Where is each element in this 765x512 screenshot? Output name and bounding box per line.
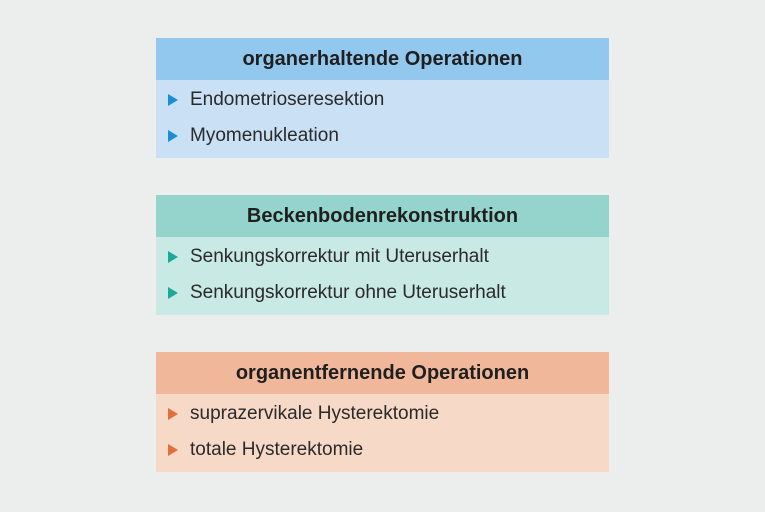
triangle-bullet-icon: [168, 251, 178, 263]
panel-list: [156, 394, 609, 472]
list-item: [156, 239, 609, 275]
panel-title: organentfernende Operationen: [156, 352, 609, 394]
panel-list: [156, 80, 609, 158]
list-item-label: Myomenukleation: [190, 125, 339, 146]
list-item: [156, 432, 609, 468]
triangle-bullet-icon: [168, 94, 178, 106]
list-item: [156, 82, 609, 118]
list-item-label: totale Hysterektomie: [190, 439, 364, 460]
list-item: [156, 275, 609, 311]
panel-title: organerhaltende Operationen: [156, 38, 609, 80]
triangle-bullet-icon: [168, 287, 178, 299]
list-item: [156, 396, 609, 432]
panel-organ-preserving: [156, 38, 609, 158]
triangle-bullet-icon: [168, 408, 178, 420]
list-item-label: suprazervikale Hysterektomie: [190, 403, 440, 424]
panel-title: Beckenbodenrekonstruktion: [156, 195, 609, 237]
triangle-bullet-icon: [168, 130, 178, 142]
panel-pelvic-floor: [156, 195, 609, 315]
list-item: [156, 118, 609, 154]
panel-organ-removing: [156, 352, 609, 472]
panel-list: [156, 237, 609, 315]
triangle-bullet-icon: [168, 444, 178, 456]
list-item-label: Senkungskorrektur mit Uteruserhalt: [190, 246, 489, 267]
list-item-label: Senkungskorrektur ohne Uteruserhalt: [190, 282, 506, 303]
list-item-label: Endometrioseresektion: [190, 89, 385, 110]
